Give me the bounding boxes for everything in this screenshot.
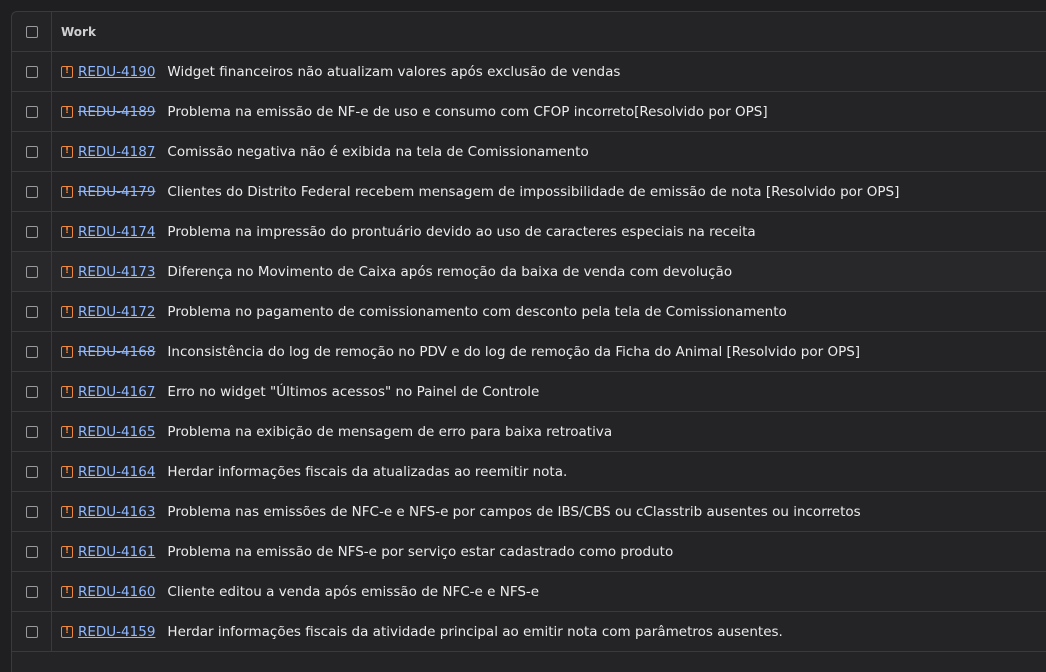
table-row[interactable] xyxy=(12,132,1046,172)
issue-summary: Problema no pagamento de comissionamento com desconto pela tela de Comissionamento xyxy=(167,303,787,320)
row-checkbox[interactable] xyxy=(26,506,38,518)
bug-icon: ! xyxy=(61,66,73,78)
issue-key-link[interactable]: REDU-4163 xyxy=(78,503,156,520)
issue-key-link[interactable]: REDU-4173 xyxy=(78,263,156,280)
bug-icon: ! xyxy=(61,106,73,118)
work-cell xyxy=(52,132,1046,171)
work-cell xyxy=(52,532,1046,571)
work-column-label: Work xyxy=(61,24,96,39)
issue-key-link[interactable]: REDU-4167 xyxy=(78,383,156,400)
table-row[interactable] xyxy=(12,172,1046,212)
work-cell xyxy=(52,52,1046,91)
row-check-cell xyxy=(12,452,52,491)
bug-icon: ! xyxy=(61,226,73,238)
row-checkbox[interactable] xyxy=(26,306,38,318)
issue-key-link[interactable]: REDU-4161 xyxy=(78,543,156,560)
row-check-cell xyxy=(12,212,52,251)
row-check-cell xyxy=(12,252,52,291)
row-check-cell xyxy=(12,172,52,211)
row-check-cell xyxy=(12,332,52,371)
issue-key-link[interactable]: REDU-4164 xyxy=(78,463,156,480)
row-checkbox[interactable] xyxy=(26,146,38,158)
table-body xyxy=(12,52,1046,652)
table-header-row xyxy=(12,12,1046,52)
bug-icon: ! xyxy=(61,546,73,558)
bug-icon: ! xyxy=(61,386,73,398)
issue-key-link[interactable]: REDU-4172 xyxy=(78,303,156,320)
row-checkbox[interactable] xyxy=(26,186,38,198)
work-cell xyxy=(52,332,1046,371)
table-row[interactable] xyxy=(12,372,1046,412)
row-checkbox[interactable] xyxy=(26,226,38,238)
issue-summary: Erro no widget "Últimos acessos" no Painel de Controle xyxy=(167,383,540,400)
work-cell xyxy=(52,292,1046,331)
bug-icon: ! xyxy=(61,586,73,598)
issue-summary: Comissão negativa não é exibida na tela de Comissionamento xyxy=(167,143,589,160)
row-checkbox[interactable] xyxy=(26,626,38,638)
select-all-checkbox[interactable] xyxy=(26,26,38,38)
issue-key-link[interactable]: REDU-4189 xyxy=(78,103,156,120)
row-checkbox[interactable] xyxy=(26,66,38,78)
work-column-header[interactable] xyxy=(52,12,1046,51)
row-check-cell xyxy=(12,612,52,651)
bug-icon: ! xyxy=(61,146,73,158)
row-checkbox[interactable] xyxy=(26,586,38,598)
work-cell xyxy=(52,412,1046,451)
bug-icon: ! xyxy=(61,426,73,438)
row-checkbox[interactable] xyxy=(26,386,38,398)
bug-icon: ! xyxy=(61,466,73,478)
issue-summary: Cliente editou a venda após emissão de NFC-e e NFS-e xyxy=(167,583,540,600)
issue-summary: Diferença no Movimento de Caixa após remoção da baixa de venda com devolução xyxy=(167,263,733,280)
row-check-cell xyxy=(12,492,52,531)
work-cell xyxy=(52,92,1046,131)
issue-key-link[interactable]: REDU-4168 xyxy=(78,343,156,360)
work-cell xyxy=(52,452,1046,491)
work-cell xyxy=(52,172,1046,211)
row-checkbox[interactable] xyxy=(26,346,38,358)
bug-icon: ! xyxy=(61,266,73,278)
issue-summary: Problema na exibição de mensagem de erro para baixa retroativa xyxy=(167,423,613,440)
issue-summary: Inconsistência do log de remoção no PDV e do log de remoção da Ficha do Animal [Resolvido por OPS] xyxy=(167,343,861,360)
issue-key-link[interactable]: REDU-4159 xyxy=(78,623,156,640)
table-row[interactable] xyxy=(12,212,1046,252)
table-row[interactable] xyxy=(12,92,1046,132)
issue-summary: Problema na emissão de NFS-e por serviço estar cadastrado como produto xyxy=(167,543,674,560)
bug-icon: ! xyxy=(61,346,73,358)
bug-icon: ! xyxy=(61,626,73,638)
row-checkbox[interactable] xyxy=(26,106,38,118)
work-cell xyxy=(52,212,1046,251)
select-all-cell xyxy=(12,12,52,51)
row-checkbox[interactable] xyxy=(26,466,38,478)
row-check-cell xyxy=(12,52,52,91)
work-cell xyxy=(52,492,1046,531)
row-check-cell xyxy=(12,132,52,171)
issue-key-link[interactable]: REDU-4160 xyxy=(78,583,156,600)
table-row[interactable] xyxy=(12,612,1046,652)
table-row[interactable] xyxy=(12,452,1046,492)
table-row[interactable] xyxy=(12,572,1046,612)
table-row[interactable] xyxy=(12,412,1046,452)
issue-summary: Problema na impressão do prontuário devido ao uso de caracteres especiais na receita xyxy=(167,223,756,240)
row-check-cell xyxy=(12,412,52,451)
issue-summary: Problema nas emissões de NFC-e e NFS-e por campos de IBS/CBS ou cClasstrib ausentes ou incorretos xyxy=(167,503,861,520)
table-row[interactable] xyxy=(12,252,1046,292)
bug-icon: ! xyxy=(61,506,73,518)
issue-summary: Widget financeiros não atualizam valores após exclusão de vendas xyxy=(167,63,621,80)
issue-summary: Herdar informações fiscais da atualizadas ao reemitir nota. xyxy=(167,463,568,480)
issue-summary: Problema na emissão de NF-e de uso e consumo com CFOP incorreto[Resolvido por OPS] xyxy=(167,103,768,120)
issue-key-link[interactable]: REDU-4179 xyxy=(78,183,156,200)
row-check-cell xyxy=(12,372,52,411)
row-checkbox[interactable] xyxy=(26,426,38,438)
row-check-cell xyxy=(12,292,52,331)
issue-key-link[interactable]: REDU-4174 xyxy=(78,223,156,240)
work-cell xyxy=(52,612,1046,651)
work-cell xyxy=(52,572,1046,611)
table-row[interactable] xyxy=(12,532,1046,572)
work-cell xyxy=(52,252,1046,291)
bug-icon: ! xyxy=(61,186,73,198)
row-check-cell xyxy=(12,532,52,571)
issue-key-link[interactable]: REDU-4187 xyxy=(78,143,156,160)
table-row[interactable] xyxy=(12,52,1046,92)
row-checkbox[interactable] xyxy=(26,266,38,278)
table-row[interactable] xyxy=(12,492,1046,532)
row-check-cell xyxy=(12,92,52,131)
issue-summary: Herdar informações fiscais da atividade principal ao emitir nota com parâmetros ausentes. xyxy=(167,623,783,640)
work-items-table xyxy=(11,11,1046,672)
row-checkbox[interactable] xyxy=(26,546,38,558)
issue-summary: Clientes do Distrito Federal recebem mensagem de impossibilidade de emissão de nota [Resolvido por OPS] xyxy=(167,183,900,200)
bug-icon: ! xyxy=(61,306,73,318)
work-cell xyxy=(52,372,1046,411)
table-row[interactable] xyxy=(12,332,1046,372)
table-row[interactable] xyxy=(12,292,1046,332)
issue-key-link[interactable]: REDU-4165 xyxy=(78,423,156,440)
row-check-cell xyxy=(12,572,52,611)
issue-key-link[interactable]: REDU-4190 xyxy=(78,63,156,80)
